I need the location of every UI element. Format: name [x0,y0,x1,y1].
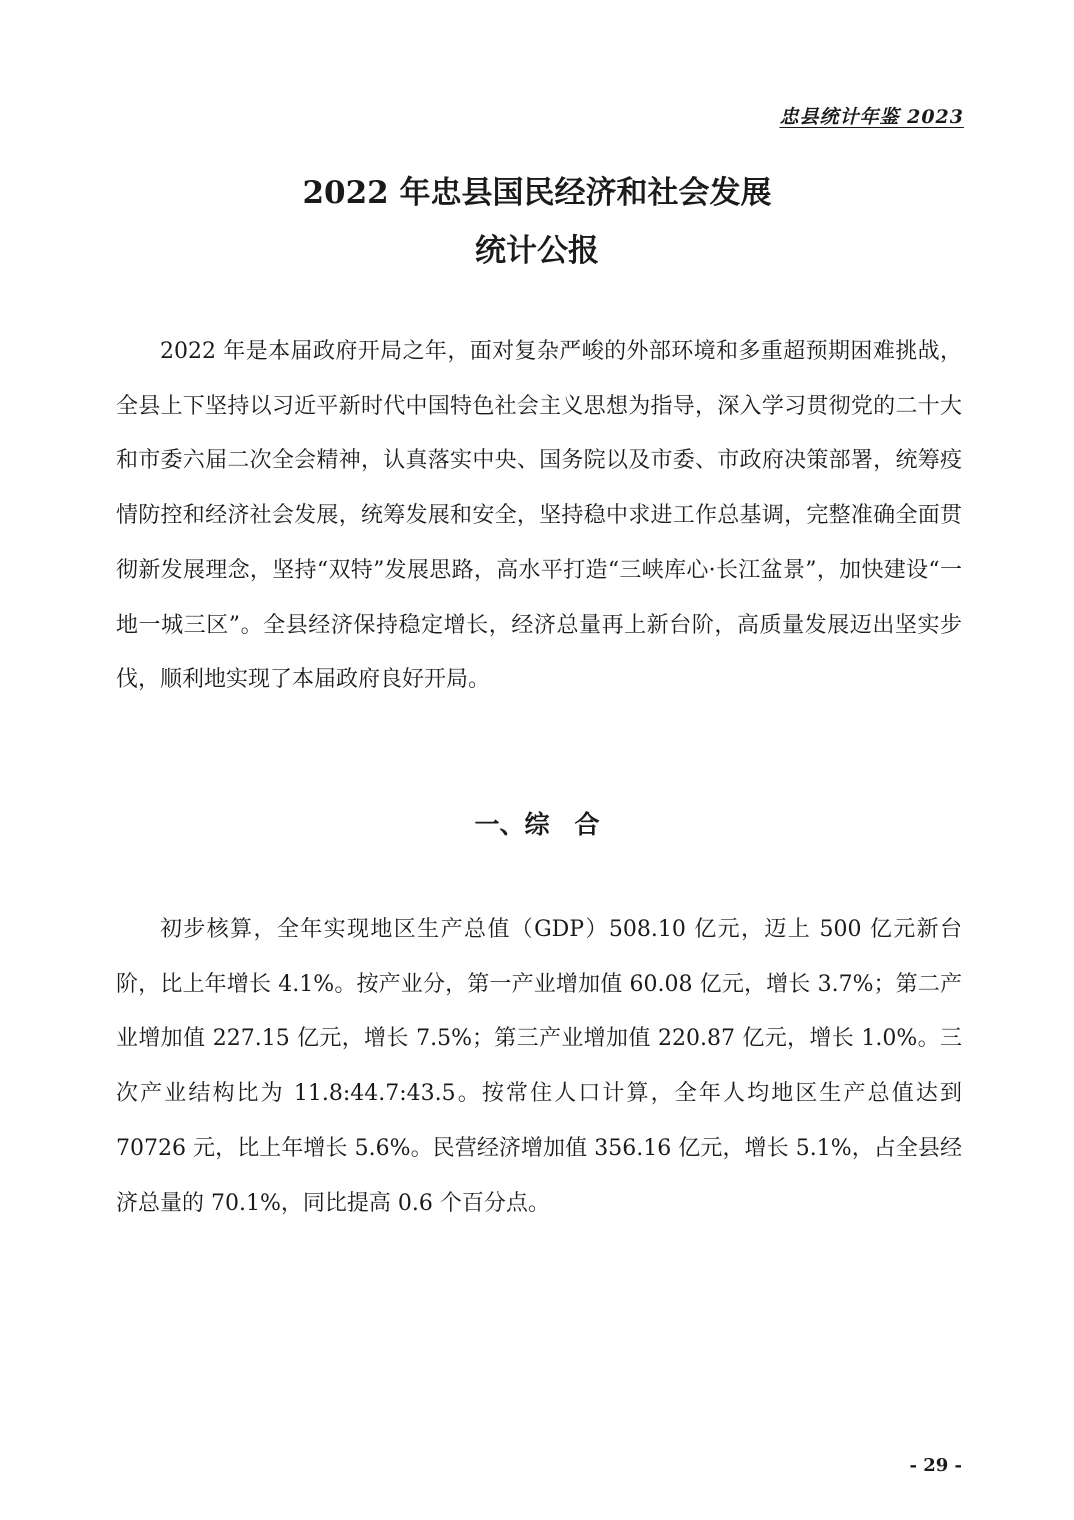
document-title-line1: 2022 年忠县国民经济和社会发展 [302,175,772,211]
document-title-line2: 统计公报 [475,233,599,269]
overview-paragraph: 初步核算，全年实现地区生产总值（GDP）508.10 亿元，迈上 500 亿元新台阶，比上年增长 4.1%。按产业分，第一产业增加值 60.08 亿元，增长 3.7%；第二产业增加值 227.15 亿元，增长 7.5%；第三产业增加值 220.87 亿元，增长 1.0%。三次产业结构比为 11.8:44.7:43.5。按常住人口计算，全年人均地区生产总值达到 70726 元，比上年增长 5.6%。民营经济增加值 356.16 亿元，增长 5.1%，占全县经济总量的 70.1%，同比提高 0.6 个百分点。 [116,917,962,1216]
section-heading-overview: 一、综 合 [474,810,600,839]
running-header: 忠县统计年鉴 2023 [779,106,964,128]
document-title [0,164,1074,280]
page-number: - 29 - [909,1455,962,1476]
intro-paragraph: 2022 年是本届政府开局之年，面对复杂严峻的外部环境和多重超预期困难挑战，全县上下坚持以习近平新时代中国特色社会主义思想为指导，深入学习贯彻党的二十大和市委六届二次全会精神，认真落实中央、国务院以及市委、市政府决策部署，统筹疫情防控和经济社会发展，统筹发展和安全，坚持稳中求进工作总基调，完整准确全面贯彻新发展理念，坚持“双特”发展思路，高水平打造“三峡库心·长江盆景”，加快建设“一地一城三区”。全县经济保持稳定增长，经济总量再上新台阶，高质量发展迈出坚实步伐，顺利地实现了本届政府良好开局。 [116,339,962,693]
